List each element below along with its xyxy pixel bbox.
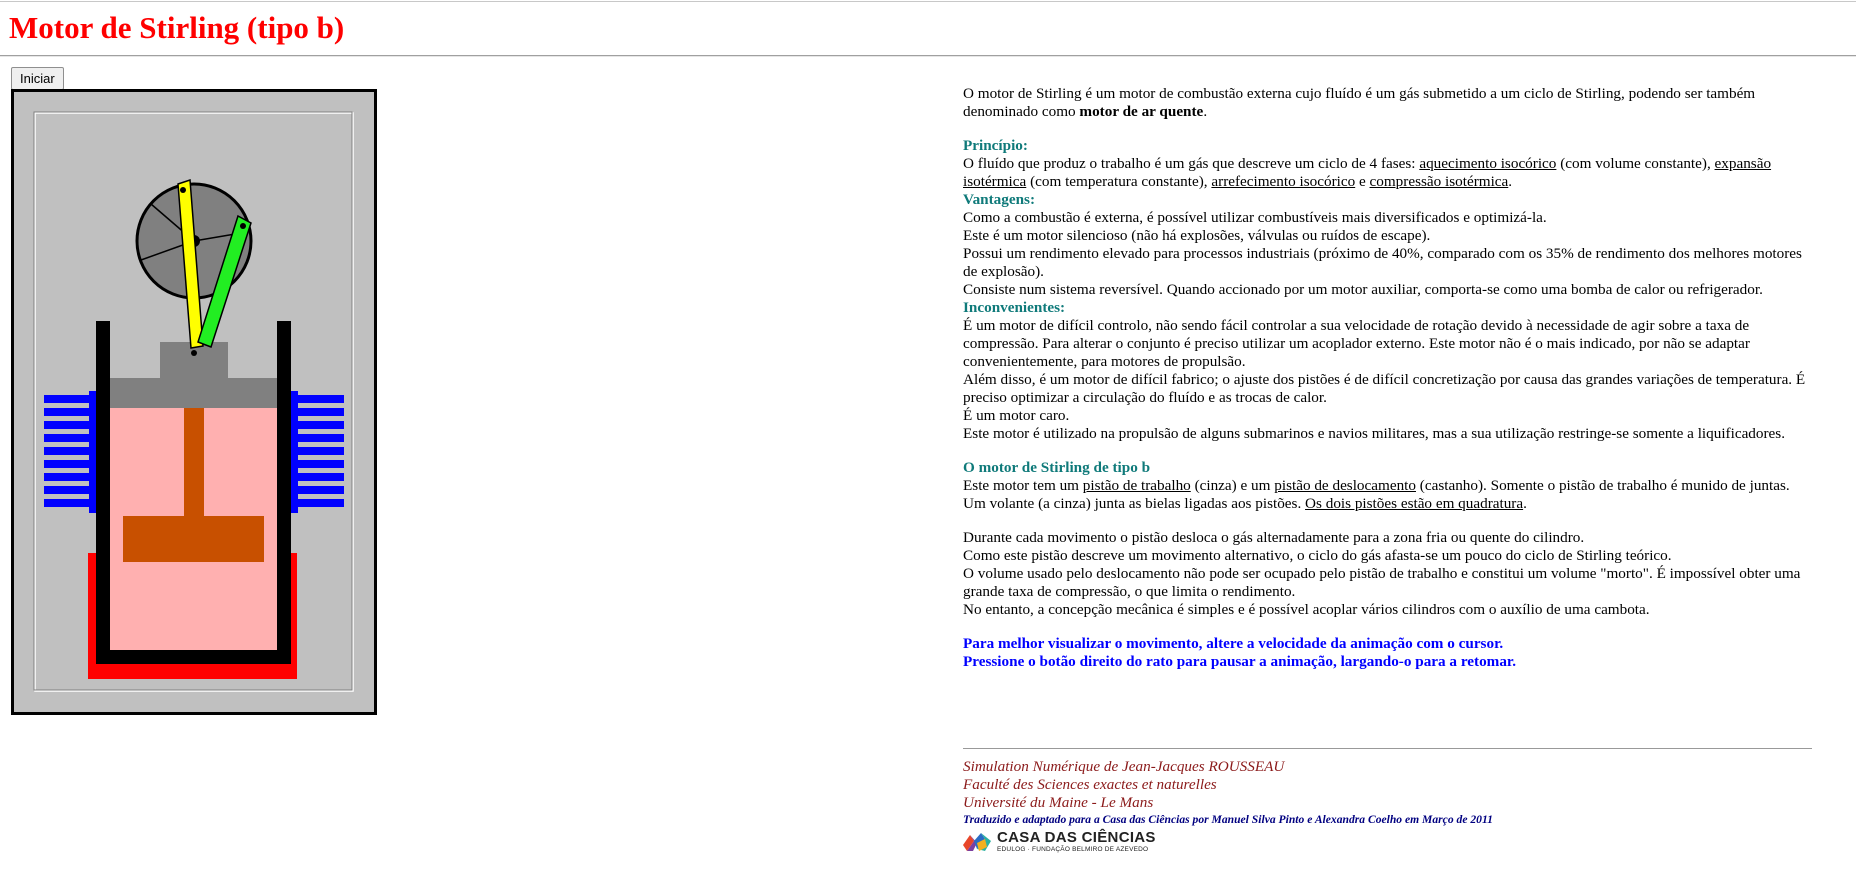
principle-heading: Princípio: <box>963 137 1028 154</box>
drawback-line: Além disso, é um motor de difícil fabrico; o ajuste dos pistões é de difícil concretização por causa das grandes variações de temperatura. É preciso optimizar a circulação do fluído e as trocas de calor. <box>963 371 1806 406</box>
link-isothermal-expansion[interactable]: expansão isotérmica <box>963 155 1772 190</box>
link-displacer-piston[interactable]: pistão de deslocamento <box>1274 477 1416 494</box>
drawbacks-heading: Inconvenientes: <box>963 299 1066 316</box>
link-isochoric-cooling[interactable]: arrefecimento isocórico <box>1211 173 1356 190</box>
credit-university: Université du Maine - Le Mans <box>963 794 1154 811</box>
type-b-heading: O motor de Stirling de tipo b <box>963 459 1151 476</box>
hot-air-engine-term: motor de ar quente <box>1079 103 1204 120</box>
casa-das-ciencias-logo-icon <box>963 831 991 853</box>
rod-pin-yellow <box>180 187 186 193</box>
top-rule <box>0 1 1856 2</box>
advantage-line: Este é um motor silencioso (não há explosões, válvulas ou ruídos de escape). <box>963 227 1431 244</box>
displacer-rod <box>184 406 204 516</box>
drawback-line: É um motor de difícil controlo, não sendo fácil controlar a sua velocidade de rotação devido à necessidade de agir sobre a taxa de compressão. Para alterar o conjunto é preciso utilizar um acoplador externo. Este motor não é o mais indicado, por não se adaptar convenientemente, para motores de propulsão. <box>963 317 1750 370</box>
start-button[interactable]: Iniciar <box>11 67 64 90</box>
drawback-line: Este motor é utilizado na propulsão de alguns submarinos e navios militares, mas a sua utilização restringe-se somente a liquificadores. <box>963 425 1786 442</box>
rod-pin-green <box>240 223 246 229</box>
type-b-line: No entanto, a concepção mecânica é simples e é possível acoplar vários cilindros com o auxílio de uma cambota. <box>963 601 1650 618</box>
logo-main-text: CASA DAS CIÊNCIAS <box>997 829 1156 846</box>
credits <box>963 758 1812 854</box>
advantages-heading: Vantagens: <box>963 191 1036 208</box>
type-b-line: Durante cada movimento o pistão desloca o gás alternadamente para a zona fria ou quente do cilindro. <box>963 529 1585 546</box>
link-work-piston[interactable]: pistão de trabalho <box>1082 477 1191 494</box>
credits-rule <box>963 748 1812 749</box>
displacer-piston <box>123 516 264 562</box>
work-piston <box>110 378 277 408</box>
drawback-line: É um motor caro. <box>963 407 1070 424</box>
type-b-line: Como este pistão descreve um movimento alternativo, o ciclo do gás afasta-se um pouco do ciclo de Stirling teórico. <box>963 547 1672 564</box>
type-b-pistons-text: Este motor tem um pistão de trabalho (cinza) e um pistão de deslocamento (castanho). Somente o pistão de trabalho é munido de juntas. <box>963 477 1790 494</box>
type-b-flywheel-text: Um volante (a cinza) junta as bielas ligadas aos pistões. Os dois pistões estão em quadratura. <box>963 495 1527 512</box>
advantage-line: Como a combustão é externa, é possível utilizar combustíveis mais diversificados e optimizá-la. <box>963 209 1547 226</box>
advantage-line: Consiste num sistema reversível. Quando accionado por um motor auxiliar, comporta-se como uma bomba de calor ou refrigerador. <box>963 281 1763 298</box>
stirling-simulation[interactable] <box>11 89 377 715</box>
speed-hint: Para melhor visualizar o movimento, altere a velocidade da animação com o cursor. <box>963 635 1504 652</box>
credit-author: Simulation Numérique de Jean-Jacques ROUSSEAU <box>963 758 1285 775</box>
intro-paragraph: O motor de Stirling é um motor de combustão externa cujo fluído é um gás submetido a um ciclo de Stirling, podendo ser também denominado como motor de ar quente. <box>963 85 1756 120</box>
title-rule <box>0 55 1856 57</box>
logo-sub-text: EDULOG · FUNDAÇÃO BELMIRO DE AZEVEDO <box>997 846 1149 853</box>
principle-text: O fluído que produz o trabalho é um gás que descreve um ciclo de 4 fases: aquecimento isocórico (com volume constante), expansão isotérmica (com temperatura constante), arrefecimento isocórico e compressão isotérmica. <box>963 155 1772 190</box>
link-isochoric-heating[interactable]: aquecimento isocórico <box>1419 155 1557 172</box>
type-b-line: O volume usado pelo deslocamento não pode ser ocupado pelo pistão de trabalho e constitui um volume "morto". É impossível obter uma grande taxa de compressão, o que limita o rendimento. <box>963 565 1801 600</box>
casa-das-ciencias-logo[interactable] <box>963 830 1812 854</box>
advantage-line: Possui um rendimento elevado para processos industriais (próximo de 40%, comparado com os 35% de rendimento dos melhores motores de explosão). <box>963 245 1802 280</box>
piston-pin <box>191 350 197 356</box>
translation-note: Traduzido e adaptado para a Casa das Ciências por Manuel Silva Pinto e Alexandra Coelho em Março de 2011 <box>963 813 1493 826</box>
pause-hint: Pressione o botão direito do rato para pausar a animação, largando-o para a retomar. <box>963 653 1517 670</box>
description-panel <box>963 85 1808 671</box>
page-title: Motor de Stirling (tipo b) <box>9 10 345 45</box>
link-quadrature[interactable]: Os dois pistões estão em quadratura <box>1305 495 1524 512</box>
credit-faculty: Faculté des Sciences exactes et naturelles <box>963 776 1217 793</box>
link-isothermal-compression[interactable]: compressão isotérmica <box>1369 173 1509 190</box>
